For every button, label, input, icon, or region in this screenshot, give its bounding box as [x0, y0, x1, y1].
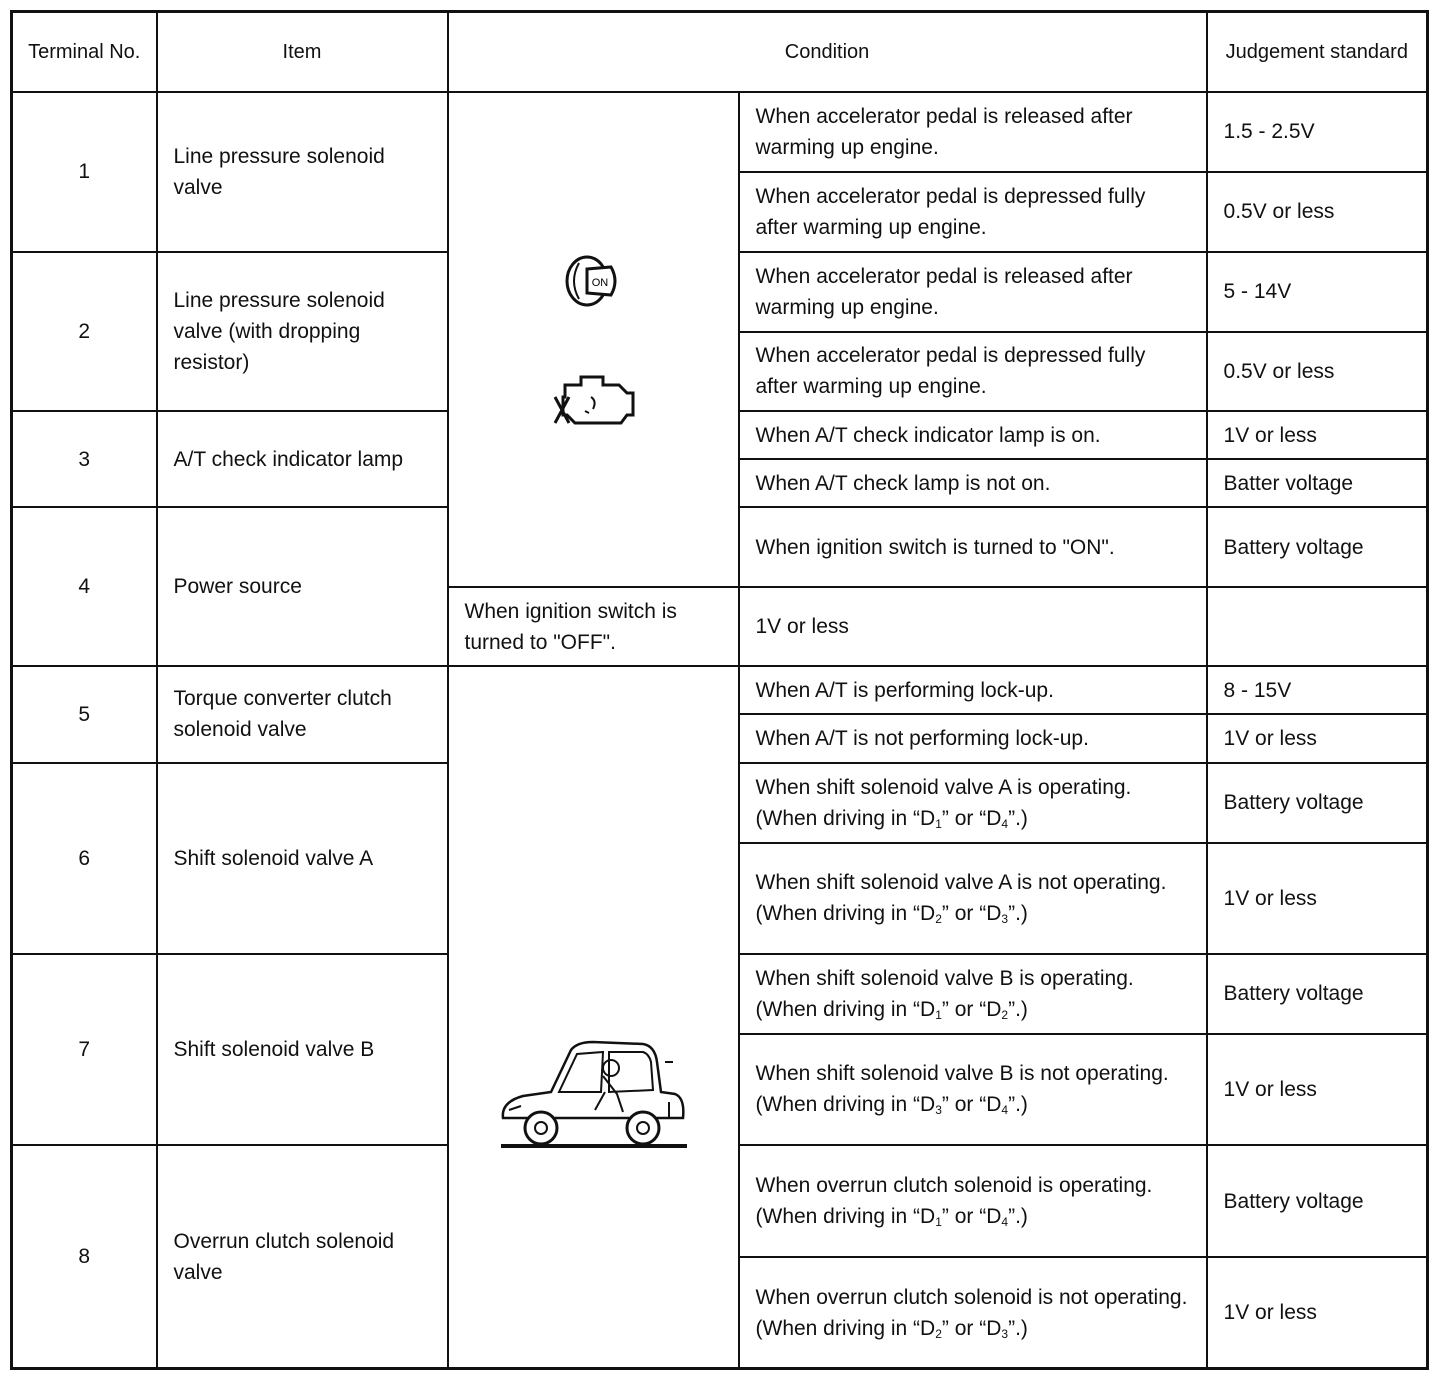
header-row — [12, 12, 1428, 92]
condition-text: When ignition switch is turned to "OFF". — [448, 587, 739, 666]
terminal-no: 7 — [12, 954, 157, 1145]
condition-text: When overrun clutch solenoid is operating. (When driving in “$D_1$” or “$D_4$”.) — [739, 1145, 1207, 1257]
terminal-no: 6 — [12, 763, 157, 954]
ignition-key-on-icon — [553, 247, 633, 317]
terminal-no: 5 — [12, 666, 157, 762]
item-name: Line pressure solenoid valve — [157, 92, 448, 252]
judgement-value: 5 - 14V — [1207, 252, 1428, 332]
condition-text: When overrun clutch solenoid is not operating. (When driving in “$D_2$” or “$D_3$”.) — [739, 1257, 1207, 1368]
judgement-value: 1V or less — [1207, 714, 1428, 762]
condition-text: When shift solenoid valve B is not operating. (When driving in “$D_3$” or “$D_4$”.) — [739, 1034, 1207, 1145]
car-driving-icon — [493, 1032, 693, 1162]
header-judgement: Judgement standard — [1207, 12, 1428, 92]
judgement-value: 1V or less — [1207, 843, 1428, 954]
ignition-on-label: ON — [591, 277, 609, 290]
condition-text: When accelerator pedal is released after warming up engine. — [739, 92, 1207, 172]
item-name: Power source — [157, 507, 448, 666]
judgement-value: 1V or less — [1207, 1034, 1428, 1145]
header-terminal: Terminal No. — [12, 12, 157, 92]
judgement-value: 1.5 - 2.5V — [1207, 92, 1428, 172]
judgement-value: Batter voltage — [1207, 459, 1428, 507]
condition-text: When A/T is performing lock-up. — [739, 666, 1207, 714]
judgement-value: 0.5V or less — [1207, 172, 1428, 252]
condition-text: When shift solenoid valve A is not operating. (When driving in “$D_2$” or “$D_3$”.) — [739, 843, 1207, 954]
engine-check-icon — [545, 367, 641, 431]
condition-icons-driving — [448, 666, 739, 1368]
condition-text: When A/T check indicator lamp is on. — [739, 411, 1207, 459]
judgement-value: 0.5V or less — [1207, 332, 1428, 411]
condition-text: When shift solenoid valve B is operating. (When driving in “$D_1$” or “$D_2$”.) — [739, 954, 1207, 1034]
condition-text: When accelerator pedal is depressed fully after warming up engine. — [739, 332, 1207, 411]
header-item: Item — [157, 12, 448, 92]
condition-text: When A/T is not performing lock-up. — [739, 714, 1207, 762]
judgement-value: Battery voltage — [1207, 507, 1428, 587]
condition-text: When A/T check lamp is not on. — [739, 459, 1207, 507]
terminal-no: 3 — [12, 411, 157, 507]
judgement-value: Battery voltage — [1207, 954, 1428, 1034]
condition-icons-ignition — [448, 92, 739, 588]
condition-text: When accelerator pedal is released after warming up engine. — [739, 252, 1207, 332]
table-row — [12, 92, 1428, 172]
judgement-value: 1V or less — [1207, 1257, 1428, 1368]
condition-text: When shift solenoid valve A is operating. (When driving in “$D_1$” or “$D_4$”.) — [739, 763, 1207, 843]
judgement-value: Battery voltage — [1207, 1145, 1428, 1257]
terminal-no: 1 — [12, 92, 157, 252]
header-condition: Condition — [448, 12, 1207, 92]
terminal-no: 4 — [12, 507, 157, 666]
terminal-judgement-table — [10, 10, 1429, 1370]
item-name: Shift solenoid valve B — [157, 954, 448, 1145]
judgement-value: 8 - 15V — [1207, 666, 1428, 714]
condition-text: When accelerator pedal is depressed fully after warming up engine. — [739, 172, 1207, 252]
judgement-value: 1V or less — [739, 587, 1207, 666]
terminal-no: 8 — [12, 1145, 157, 1368]
item-name: A/T check indicator lamp — [157, 411, 448, 507]
item-name: Line pressure solenoid valve (with dropping resistor) — [157, 252, 448, 411]
item-name: Shift solenoid valve A — [157, 763, 448, 954]
terminal-no: 2 — [12, 252, 157, 411]
table-row — [12, 666, 1428, 714]
judgement-value: Battery voltage — [1207, 763, 1428, 843]
item-name: Overrun clutch solenoid valve — [157, 1145, 448, 1368]
condition-text: When ignition switch is turned to "ON". — [739, 507, 1207, 587]
item-name: Torque converter clutch solenoid valve — [157, 666, 448, 762]
judgement-value: 1V or less — [1207, 411, 1428, 459]
